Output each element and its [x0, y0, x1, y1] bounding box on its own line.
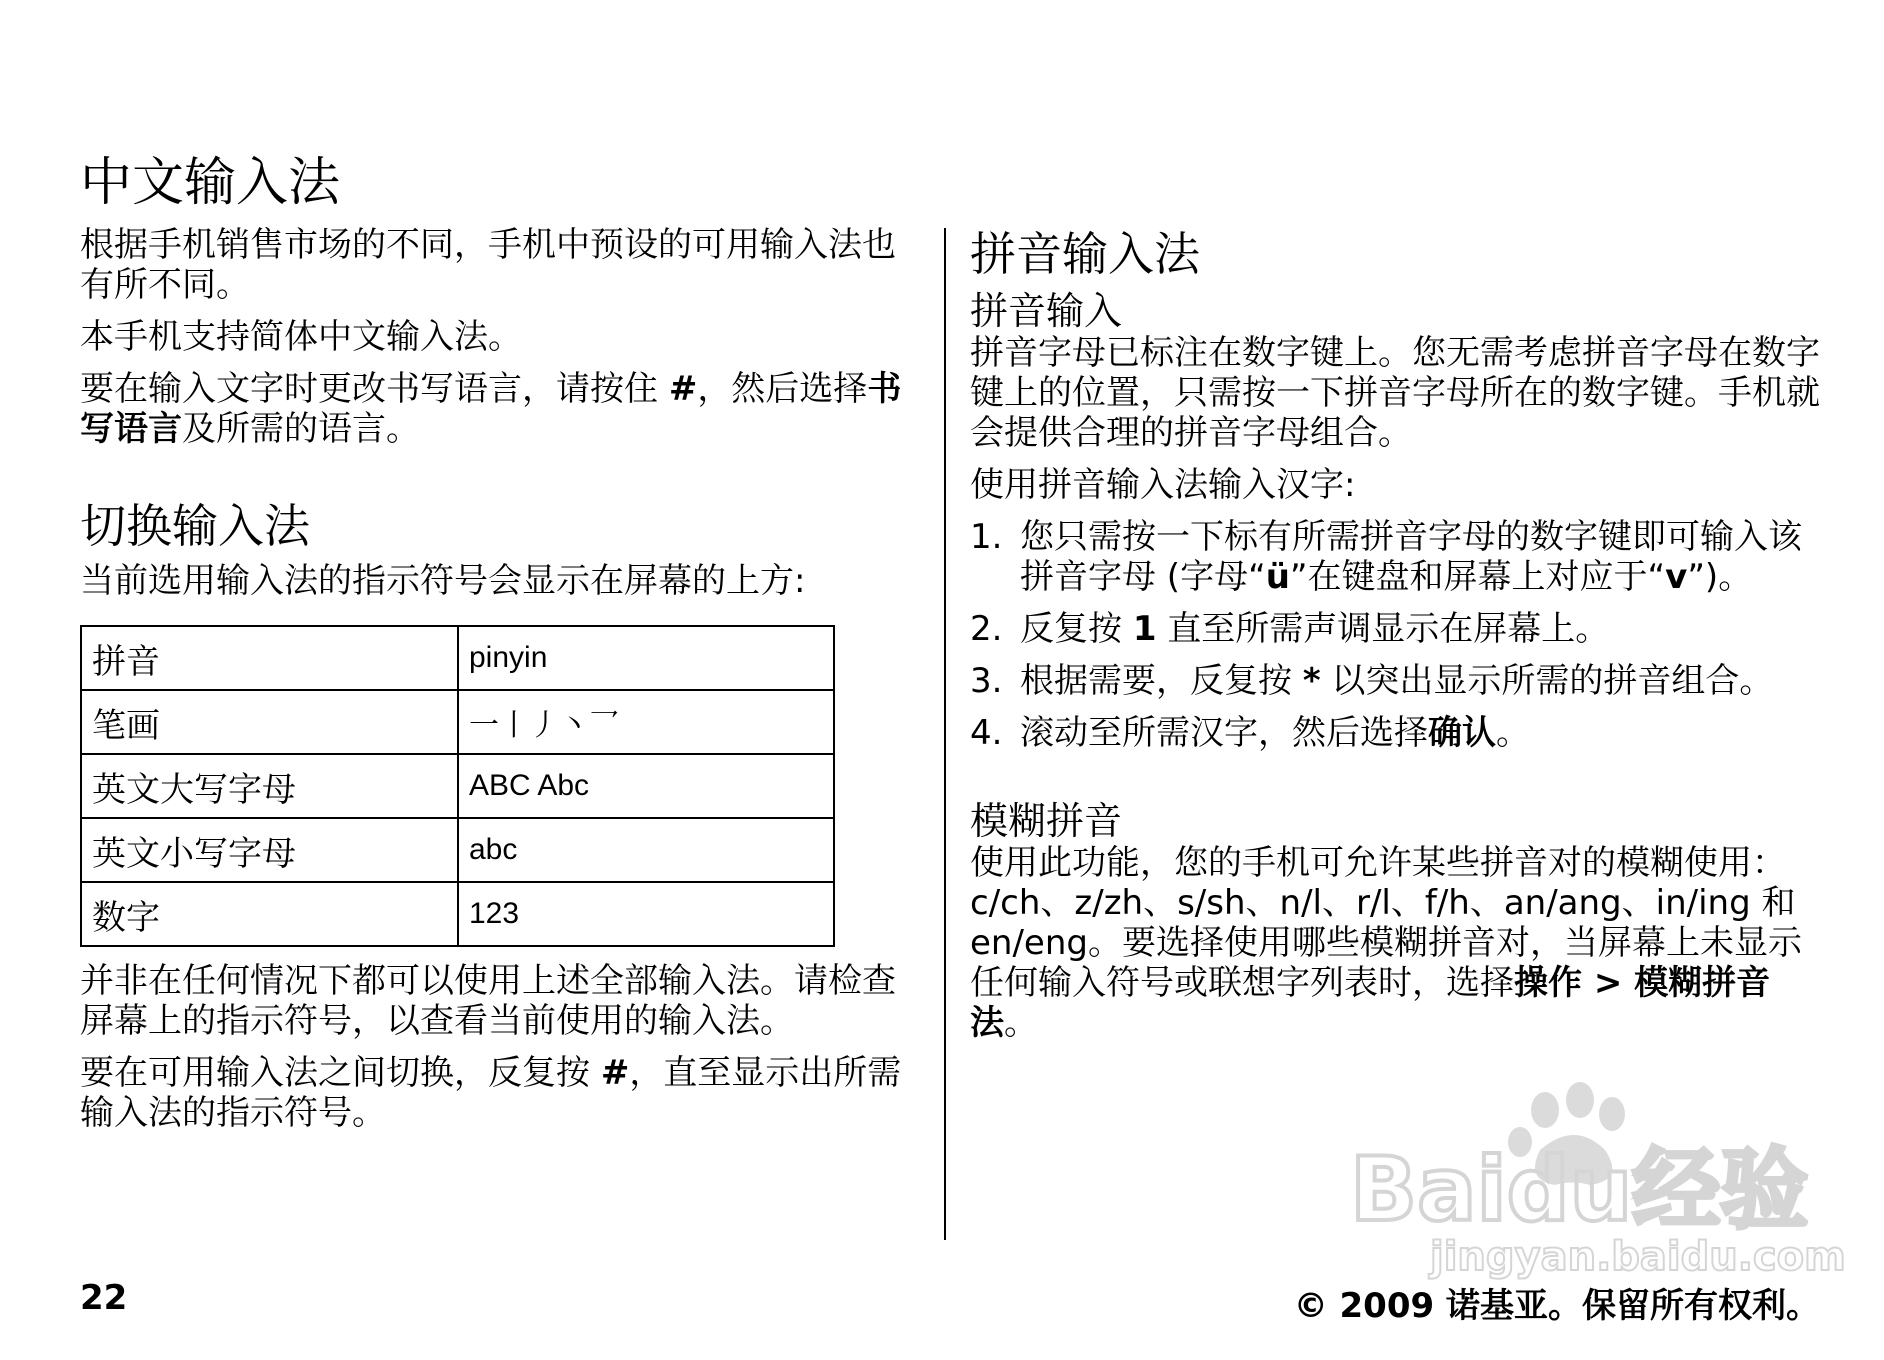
fuzzy-pinyin-paragraph [970, 843, 1820, 1043]
hash-key: # [600, 1053, 630, 1093]
pinyin-paragraph-2: 使用拼音输入法输入汉字: [970, 465, 1356, 505]
step-number: 1. [970, 517, 1003, 557]
list-item [970, 517, 1820, 597]
after-table-p2-text: 要在可用输入法之间切换，反复按 [80, 1053, 601, 1093]
fuzzy-text: 使用此功能，您的手机可允许某些拼音对的模糊使用：c/ch、z/zh、s/sh、n/l、r/l、f/h、an/ang、in/ing 和 en/eng。要选择使用哪些模糊拼音对，当屏幕上未显示任何输入符号或联想字列表时，选择 [970, 843, 1802, 1003]
fuzzy-text-end: 。 [1004, 1003, 1038, 1043]
intro-p3-text: 要在输入文字时更改书写语言，请按住 [80, 369, 669, 409]
table-row [81, 690, 834, 754]
step-text: 滚动至所需汉字，然后选择 [1020, 713, 1428, 753]
confirm-option: 确认 [1428, 713, 1496, 753]
after-table-paragraph-1: 并非在任何情况下都可以使用上述全部输入法。请检查屏幕上的指示符号，以查看当前使用的输入法。 [80, 961, 896, 1041]
fuzzy-pinyin-subheading: 模糊拼音 [970, 799, 1123, 843]
watermark-brand: Baidu经验 [1350, 1138, 1809, 1241]
hash-key: # [668, 369, 698, 409]
page-title: 中文输入法 [80, 153, 341, 213]
letter-u-umlaut: ü [1265, 557, 1290, 597]
input-method-name: 拼音 [81, 626, 458, 690]
intro-paragraph-2: 本手机支持简体中文输入法。 [80, 317, 522, 357]
letter-v: v [1665, 557, 1688, 597]
input-method-indicator: 123 [458, 882, 834, 946]
table-row [81, 626, 834, 690]
step-text: 根据需要，反复按 [1020, 661, 1303, 701]
input-method-indicator: abc [458, 818, 834, 882]
list-item [970, 713, 1820, 753]
left-column [80, 225, 920, 1145]
input-method-name: 英文小写字母 [81, 818, 458, 882]
table-row [81, 754, 834, 818]
after-table-p2-text-end: ，直至显示出所需输入法的指示符号。 [80, 1053, 902, 1133]
step-text: 您只需按一下标有所需拼音字母的数字键即可输入该拼音字母 (字母“ [1020, 517, 1802, 597]
baidu-watermark [1340, 1080, 1846, 1280]
page-number: 22 [80, 1278, 128, 1318]
pinyin-method-heading: 拼音输入法 [970, 227, 1200, 281]
table-row [81, 882, 834, 946]
input-method-name: 英文大写字母 [81, 754, 458, 818]
pinyin-input-subheading: 拼音输入 [970, 289, 1123, 333]
step-text-mid: ”在键盘和屏幕上对应于“ [1289, 557, 1666, 597]
step-number: 3. [970, 661, 1003, 701]
list-item [970, 609, 1820, 649]
fuzzy-menu-path: 操作 > 模糊拼音法 [970, 963, 1771, 1043]
input-method-name: 笔画 [81, 690, 458, 754]
switch-input-description: 当前选用输入法的指示符号会显示在屏幕的上方: [80, 561, 806, 601]
key-1: 1 [1132, 609, 1157, 649]
list-item [970, 661, 1820, 701]
after-table-paragraph-2 [80, 1053, 920, 1133]
input-method-indicator: pinyin [458, 626, 834, 690]
step-text-end: ”)。 [1687, 557, 1753, 597]
star-key: * [1302, 661, 1321, 701]
intro-paragraph-3 [80, 369, 920, 449]
input-method-name: 数字 [81, 882, 458, 946]
right-column [970, 225, 1820, 1055]
step-text-end: 直至所需声调显示在屏幕上。 [1156, 609, 1610, 649]
intro-p3-text-end: 及所需的语言。 [182, 409, 420, 449]
step-text-end: 。 [1496, 713, 1530, 753]
step-text-end: 以突出显示所需的拼音组合。 [1320, 661, 1774, 701]
input-method-indicator: 一丨丿丶乛 [458, 690, 834, 754]
step-number: 4. [970, 713, 1003, 753]
pinyin-steps-list [970, 517, 1820, 753]
watermark-url: jingyan.baidu.com [1430, 1234, 1846, 1280]
copyright-notice: © 2009 诺基亚。保留所有权利。 [1293, 1286, 1820, 1326]
table-row [81, 818, 834, 882]
pinyin-paragraph-1: 拼音字母已标注在数字键上。您无需考虑拼音字母在数字键上的位置，只需按一下拼音字母所在的数字键。手机就会提供合理的拼音字母组合。 [970, 333, 1820, 453]
intro-paragraph-1: 根据手机销售市场的不同，手机中预设的可用输入法也有所不同。 [80, 225, 896, 305]
input-method-table [80, 625, 835, 947]
intro-p3-text-mid: ，然后选择 [697, 369, 868, 409]
writing-language-option: 书写语言 [80, 369, 902, 449]
switch-input-heading: 切换输入法 [80, 499, 310, 553]
input-method-indicator: ABC Abc [458, 754, 834, 818]
column-divider [944, 228, 946, 1240]
step-number: 2. [970, 609, 1003, 649]
step-text: 反复按 [1020, 609, 1133, 649]
